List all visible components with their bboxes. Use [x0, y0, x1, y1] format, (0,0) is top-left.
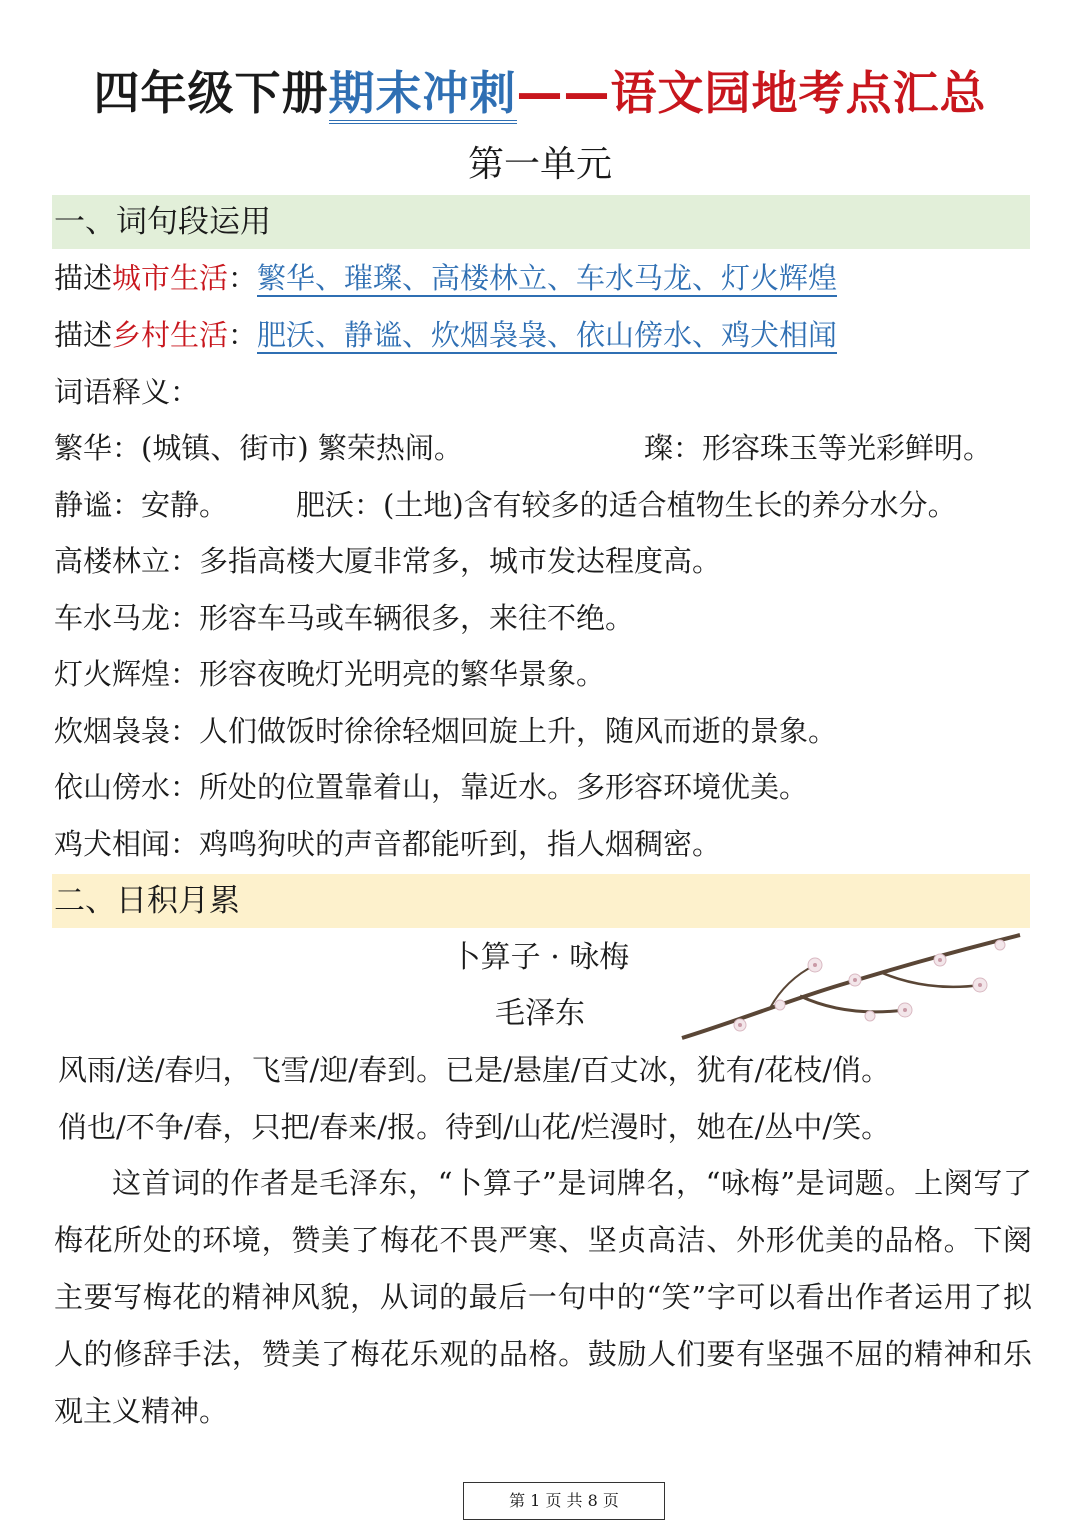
- poem-line-1: 风雨/送/春归，飞雪/迎/春到。已是/悬崖/百丈冰，犹有/花枝/俏。: [58, 1053, 891, 1087]
- title-grade: 四年级下册: [93, 66, 329, 120]
- title-highlight: 期末冲刺: [329, 66, 517, 124]
- definition-row: 依山傍水：所处的位置靠着山，靠近水。多形容环境优美。: [54, 770, 809, 804]
- row-colon: ：: [228, 261, 258, 295]
- definition-row: [54, 428, 1044, 468]
- row-colon: ：: [228, 318, 258, 352]
- definition-row: [54, 485, 1044, 525]
- definition-can: 璨：形容珠玉等光彩鲜明。: [644, 431, 993, 465]
- poem-line-2: 俏也/不争/春，只把/春来/报。待到/山花/烂漫时，她在/丛中/笑。: [58, 1110, 891, 1144]
- row-words: 肥沃、静谧、炊烟袅袅、依山傍水、鸡犬相闻: [257, 318, 838, 352]
- definition-row: 灯火辉煌：形容夜晚灯光明亮的繁华景象。: [54, 657, 606, 691]
- row-prefix: 描述: [54, 261, 113, 295]
- row-topic: 乡村生活: [112, 318, 229, 352]
- definition-jingmi: 静谧：安静。: [54, 488, 229, 522]
- poem-analysis: 这首词的作者是毛泽东，“卜算子”是词牌名，“咏梅”是词题。上阕写了梅花所处的环境，赞美了梅花不畏严寒、坚贞高洁、外形优美的品格。下阕主要写梅花的精神风貌，从词的最后一句中的“笑”字可以看出作者运用了拟人的修辞手法，赞美了梅花乐观的品格。鼓励人们要有坚强不屈的精神和乐观主义精神。: [54, 1166, 1032, 1428]
- village-life-row: [54, 315, 1044, 355]
- definition-fanhua: 繁华：(城镇、街市) 繁荣热闹。: [54, 431, 463, 465]
- poem-author: 毛泽东: [495, 996, 585, 1031]
- definition-row: 鸡犬相闻：鸡鸣狗吠的声音都能听到，指人烟稠密。: [54, 827, 722, 861]
- unit-heading: 第一单元: [467, 144, 612, 185]
- city-life-row: [54, 258, 1044, 298]
- row-topic: 城市生活: [112, 261, 229, 295]
- poem-title: 卜算子 · 咏梅: [450, 940, 630, 975]
- row-prefix: 描述: [54, 318, 113, 352]
- section-heading-2: 二、日积月累: [52, 874, 1030, 928]
- explain-label: 词语释义：: [54, 375, 200, 409]
- row-words: 繁华、璀璨、高楼林立、车水马龙、灯火辉煌: [257, 261, 838, 295]
- page-title: [0, 60, 1080, 126]
- definition-row: 高楼林立：多指高楼大厦非常多，城市发达程度高。: [54, 544, 722, 578]
- definition-feiwo: 肥沃：(土地)含有较多的适合植物生长的养分水分。: [296, 488, 957, 522]
- page-number: 第 1 页 共 8 页: [463, 1482, 665, 1520]
- plum-blossom-illustration: [680, 930, 1025, 1045]
- definition-row: 车水马龙：形容车马或车辆很多，来往不绝。: [54, 601, 635, 635]
- section-heading-1: 一、词句段运用: [52, 195, 1030, 249]
- title-topic: ——语文园地考点汇总: [516, 66, 987, 120]
- definition-row: 炊烟袅袅：人们做饭时徐徐轻烟回旋上升，随风而逝的景象。: [54, 714, 838, 748]
